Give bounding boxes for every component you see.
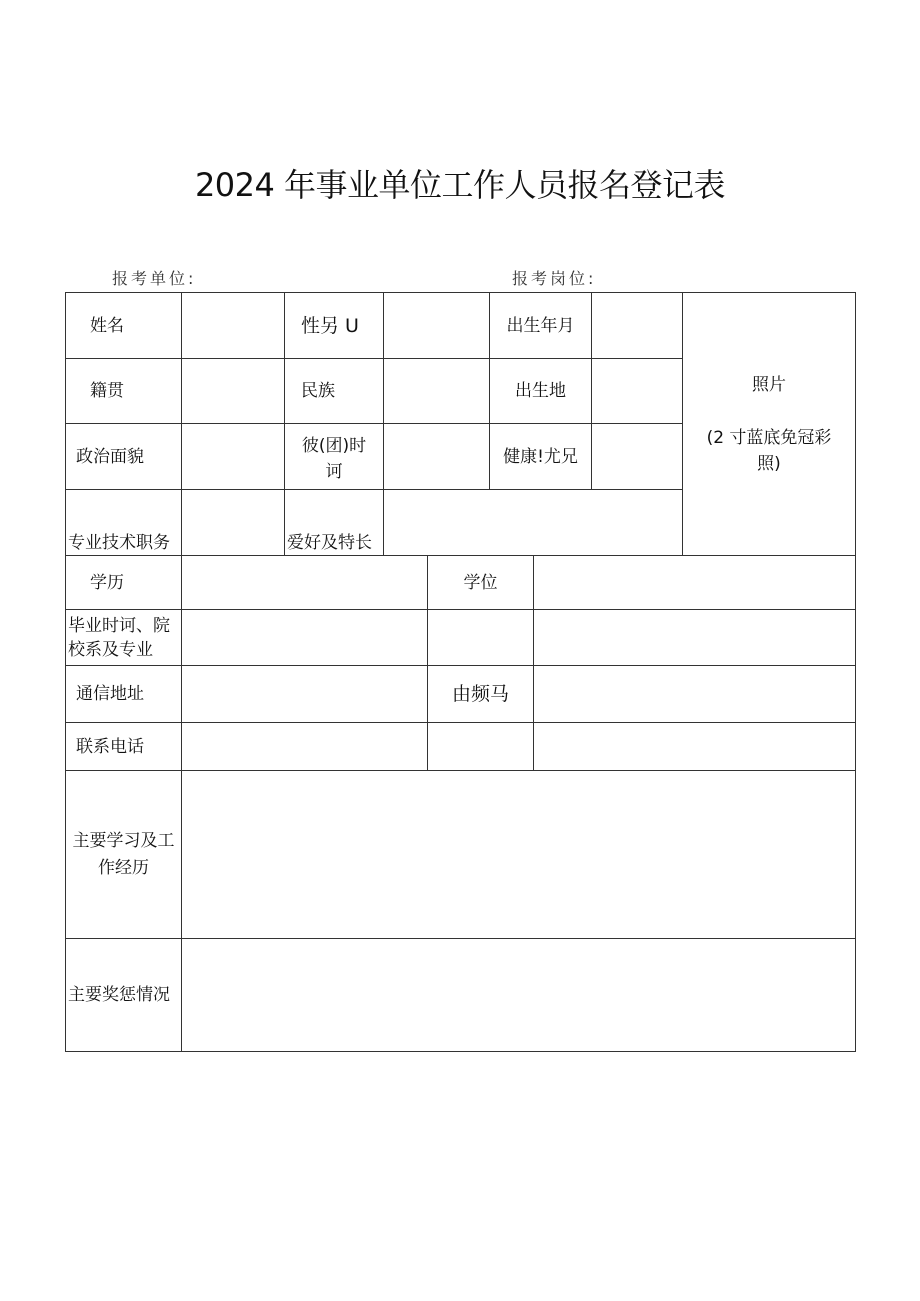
gender-label: 性另 U <box>301 314 359 337</box>
phone-field[interactable] <box>182 723 427 770</box>
graduation-field-2[interactable] <box>428 610 533 665</box>
postcode-field[interactable] <box>534 666 855 722</box>
degree-field[interactable] <box>534 556 855 609</box>
health-status-label: 健康!尤兄 <box>503 446 578 467</box>
ethnicity-label: 民族 <box>301 381 335 401</box>
ethnicity-field[interactable] <box>384 359 489 423</box>
hobbies-field[interactable] <box>384 490 682 555</box>
native-place-label: 籍贯 <box>90 381 124 401</box>
name-label: 姓名 <box>90 315 124 336</box>
page-title: 2024 年事业单位工作人员报名登记表 <box>194 166 726 204</box>
health-status-field[interactable] <box>592 424 682 489</box>
rewards-field[interactable] <box>182 939 855 1051</box>
postcode-label: 由频马 <box>451 683 509 705</box>
phone-label: 联系电话 <box>76 736 144 757</box>
resume-field[interactable] <box>182 771 855 938</box>
gender-field[interactable] <box>384 293 489 358</box>
apply-unit-label: 报考单位: <box>112 269 197 288</box>
political-status-field[interactable] <box>182 424 284 489</box>
rewards-label: 主要奖惩情况 <box>68 985 170 1005</box>
birthplace-label: 出生地 <box>515 381 566 401</box>
apply-post-label: 报考岗位: <box>512 269 597 288</box>
party-join-time-field[interactable] <box>384 424 489 489</box>
birth-date-label: 出生年月 <box>506 315 575 336</box>
political-status-label: 政治面貌 <box>76 446 144 467</box>
address-label: 通信地址 <box>76 684 144 704</box>
graduation-field-3[interactable] <box>534 610 855 665</box>
education-label: 学历 <box>90 572 124 593</box>
name-field[interactable] <box>182 293 284 358</box>
phone-field-2[interactable] <box>428 723 533 770</box>
table-border-bottom <box>65 1051 856 1052</box>
hobbies-label: 爱好及特长 <box>287 533 372 553</box>
birthplace-field[interactable] <box>592 359 682 423</box>
phone-field-3[interactable] <box>534 723 855 770</box>
address-field[interactable] <box>182 666 427 722</box>
degree-label: 学位 <box>463 572 498 593</box>
professional-title-field[interactable] <box>182 490 284 555</box>
professional-title-label: 专业技术职务 <box>68 533 170 553</box>
education-field[interactable] <box>182 556 427 609</box>
photo-note: (2 寸蓝底免冠彩 照) <box>706 428 832 474</box>
graduation-label: 毕业时诃、院 校系及专业 <box>68 615 170 660</box>
photo-label: 照片 <box>752 375 786 395</box>
birth-date-field[interactable] <box>592 293 682 358</box>
native-place-field[interactable] <box>182 359 284 423</box>
party-join-time-label: 彼(团)时 诃 <box>301 435 367 482</box>
photo-box <box>683 293 855 555</box>
graduation-field[interactable] <box>182 610 427 665</box>
resume-label: 主要学习及工 作经历 <box>72 830 175 878</box>
